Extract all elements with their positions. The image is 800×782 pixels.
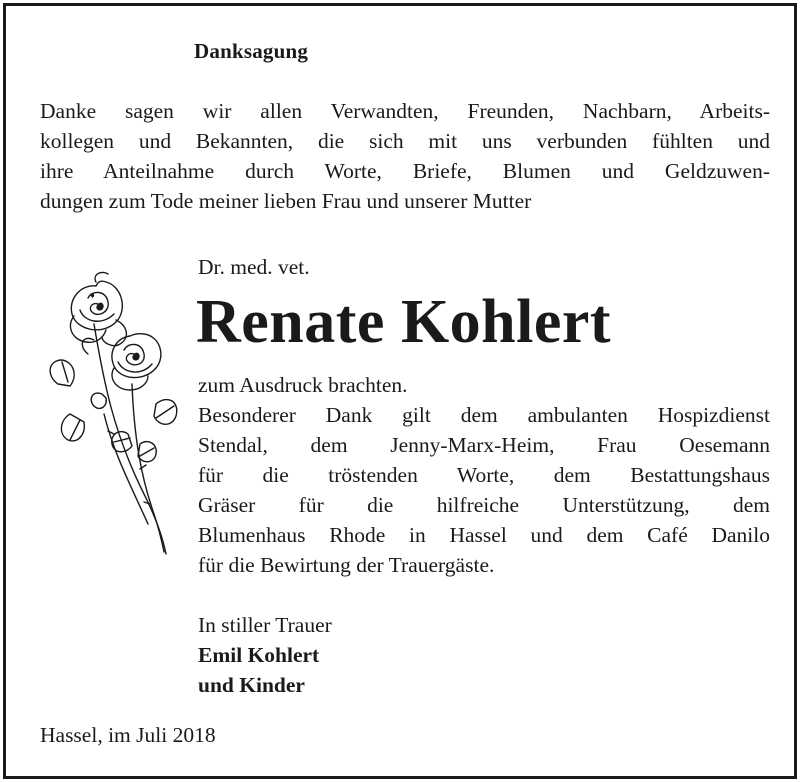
intro-line: dungen zum Tode meiner lieben Frau und unserer Mutter xyxy=(40,189,532,213)
academic-title: Dr. med. vet. xyxy=(198,255,310,279)
thanks-line: Besonderer Dank gilt dem ambulanten Hospizdienst xyxy=(198,403,770,427)
notice-frame xyxy=(3,3,797,779)
thanks-line: für die tröstenden Worte, dem Bestattungshaus xyxy=(198,463,770,487)
intro-line: ihre Anteilnahme durch Worte, Briefe, Blumen und Geldzuwen- xyxy=(40,159,770,183)
signer-family: und Kinder xyxy=(198,673,305,697)
intro-line: Danke sagen wir allen Verwandten, Freunden, Nachbarn, Arbeits- xyxy=(40,99,770,123)
thanks-paragraph xyxy=(198,370,770,580)
thanks-line: Gräser für die hilfreiche Unterstützung, dem xyxy=(198,493,770,517)
deceased-name: Renate Kohlert xyxy=(196,288,612,356)
rose-illustration-icon xyxy=(44,264,184,564)
thanks-line: für die Bewirtung der Trauergäste. xyxy=(198,553,495,577)
thanks-line: Stendal, dem Jenny-Marx-Heim, Frau Oesemann xyxy=(198,433,770,457)
signer-name: Emil Kohlert xyxy=(198,643,320,667)
intro-line: kollegen und Bekannten, die sich mit uns verbunden fühlten und xyxy=(40,129,770,153)
closing-block xyxy=(198,610,332,700)
thanks-line: Blumenhaus Rhode in Hassel und dem Café Danilo xyxy=(198,523,770,547)
thanks-line: zum Ausdruck brachten. xyxy=(198,373,408,397)
intro-paragraph xyxy=(40,96,770,216)
notice-heading: Danksagung xyxy=(194,39,309,63)
closing-phrase: In stiller Trauer xyxy=(198,613,332,637)
place-date: Hassel, im Juli 2018 xyxy=(40,723,216,747)
